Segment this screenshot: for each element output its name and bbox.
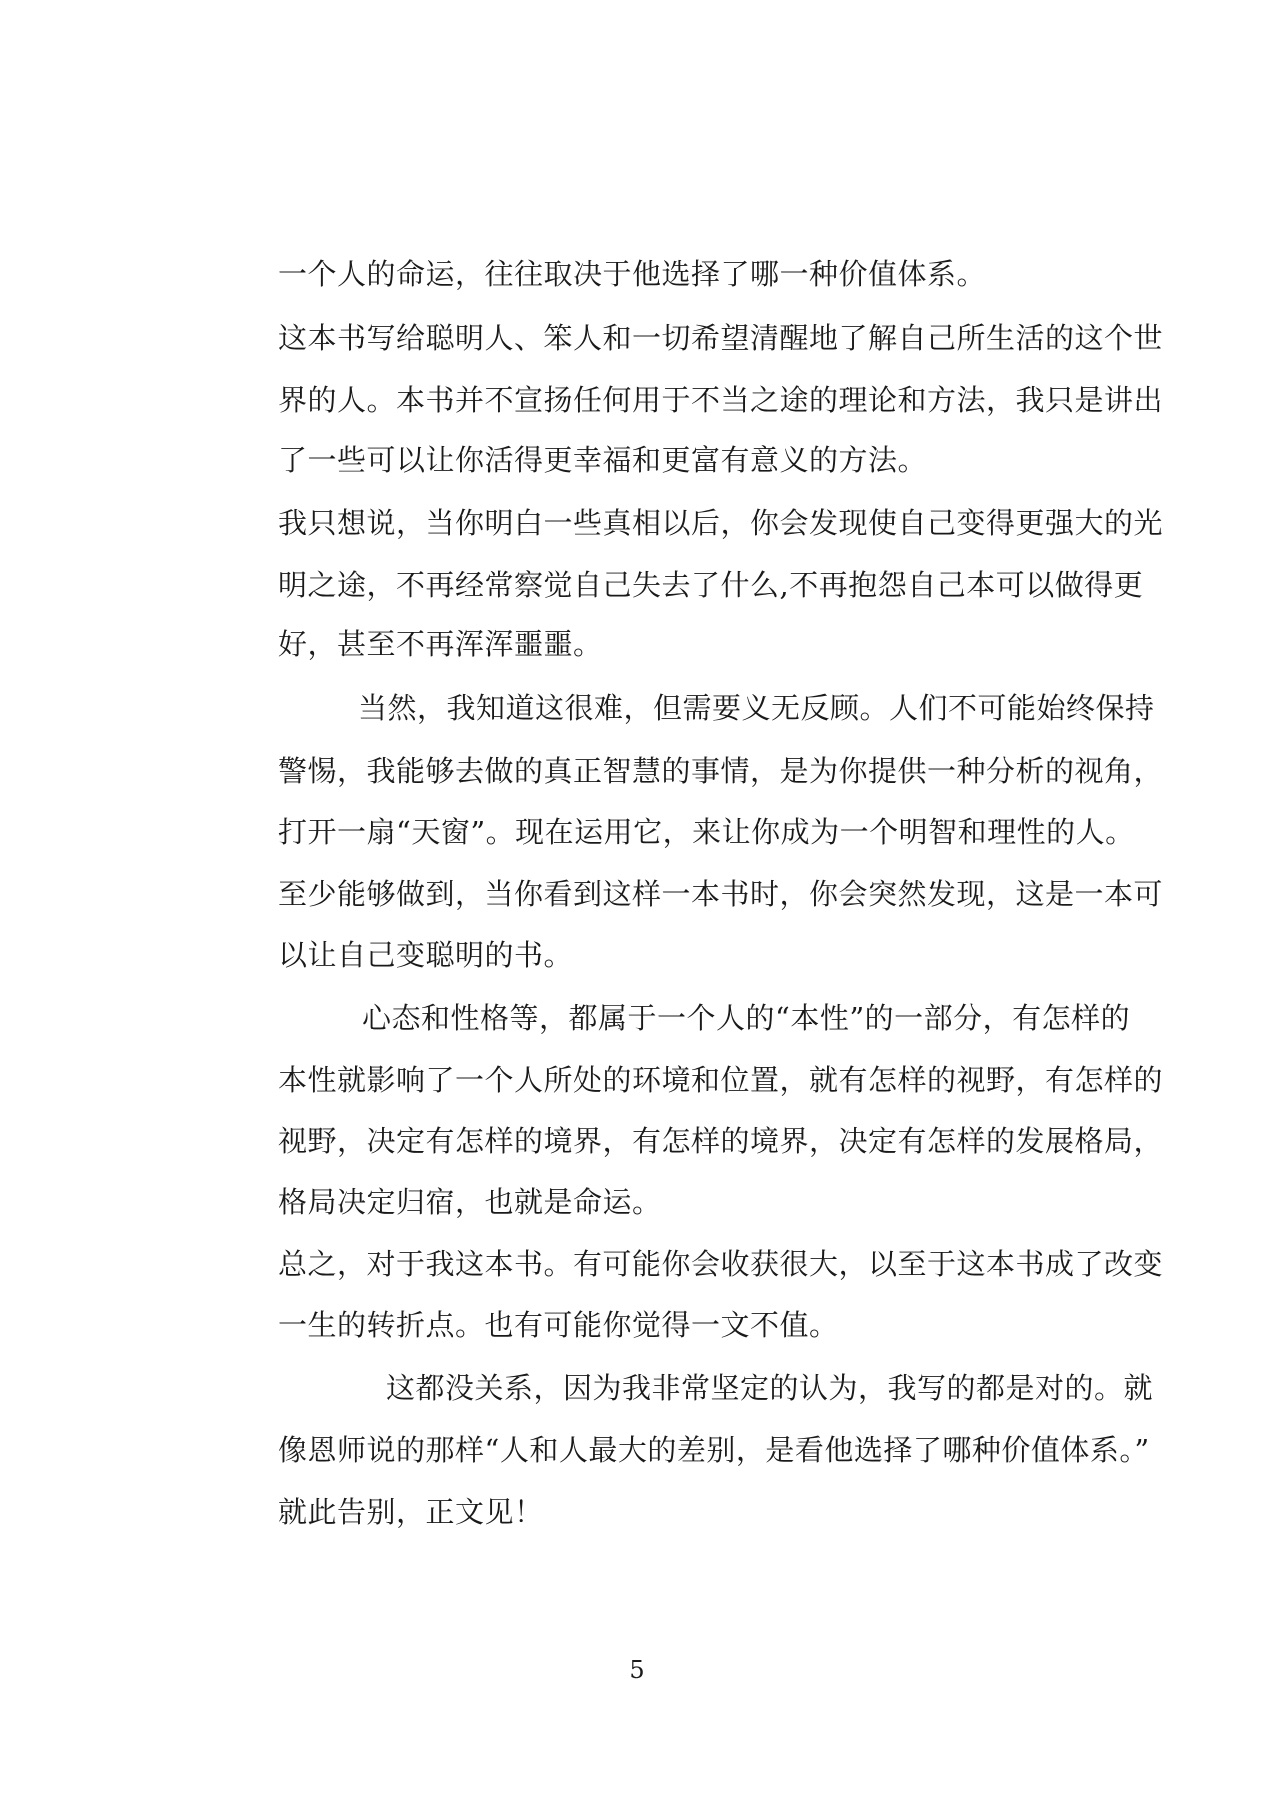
text-line: 本性就影响了一个人所处的环境和位置，就有怎样的视野，有怎样的 <box>278 1063 1164 1097</box>
text-line: 格局决定归宿，也就是命运。 <box>278 1185 662 1219</box>
text-line: 一个人的命运，往往取决于他选择了哪一种价值体系。 <box>278 257 987 291</box>
text-line: 至少能够做到，当你看到这样一本书时，你会突然发现，这是一本可 <box>278 877 1164 911</box>
page-number: 5 <box>629 1656 645 1684</box>
text-line: 以让自己变聪明的书。 <box>278 938 574 972</box>
text-line: 总之，对于我这本书。有可能你会收获很大，以至于这本书成了改变 <box>278 1247 1164 1281</box>
text-line: 当然，我知道这很难，但需要义无反顾。人们不可能始终保持 <box>358 691 1155 725</box>
text-line: 我只想说，当你明白一些真相以后，你会发现使自己变得更强大的光 <box>278 506 1164 540</box>
text-line: 打开一扇“天窗”。现在运用它，来让你成为一个明智和理性的人。 <box>278 815 1135 849</box>
text-line: 心态和性格等，都属于一个人的“本性”的一部分，有怎样的 <box>362 1001 1131 1035</box>
text-line: 了一些可以让你活得更幸福和更富有意义的方法。 <box>278 443 928 477</box>
text-line: 明之途，不再经常察觉自己失去了什么,不再抱怨自己本可以做得更 <box>278 568 1144 602</box>
text-line: 就此告别，正文见！ <box>278 1495 544 1529</box>
text-line: 像恩师说的那样“人和人最大的差别，是看他选择了哪种价值体系。” <box>278 1433 1150 1467</box>
text-line: 这都没关系，因为我非常坚定的认为，我写的都是对的。就 <box>386 1371 1154 1405</box>
text-line: 一生的转折点。也有可能你觉得一文不值。 <box>278 1308 839 1342</box>
text-line: 界的人。本书并不宣扬任何用于不当之途的理论和方法，我只是讲出 <box>278 383 1164 417</box>
text-line: 好，甚至不再浑浑噩噩。 <box>278 627 603 661</box>
text-line: 这本书写给聪明人、笨人和一切希望清醒地了解自己所生活的这个世 <box>278 321 1164 355</box>
text-line: 视野，决定有怎样的境界，有怎样的境界，决定有怎样的发展格局， <box>278 1124 1164 1158</box>
text-line: 警惕，我能够去做的真正智慧的事情，是为你提供一种分析的视角， <box>278 754 1164 788</box>
